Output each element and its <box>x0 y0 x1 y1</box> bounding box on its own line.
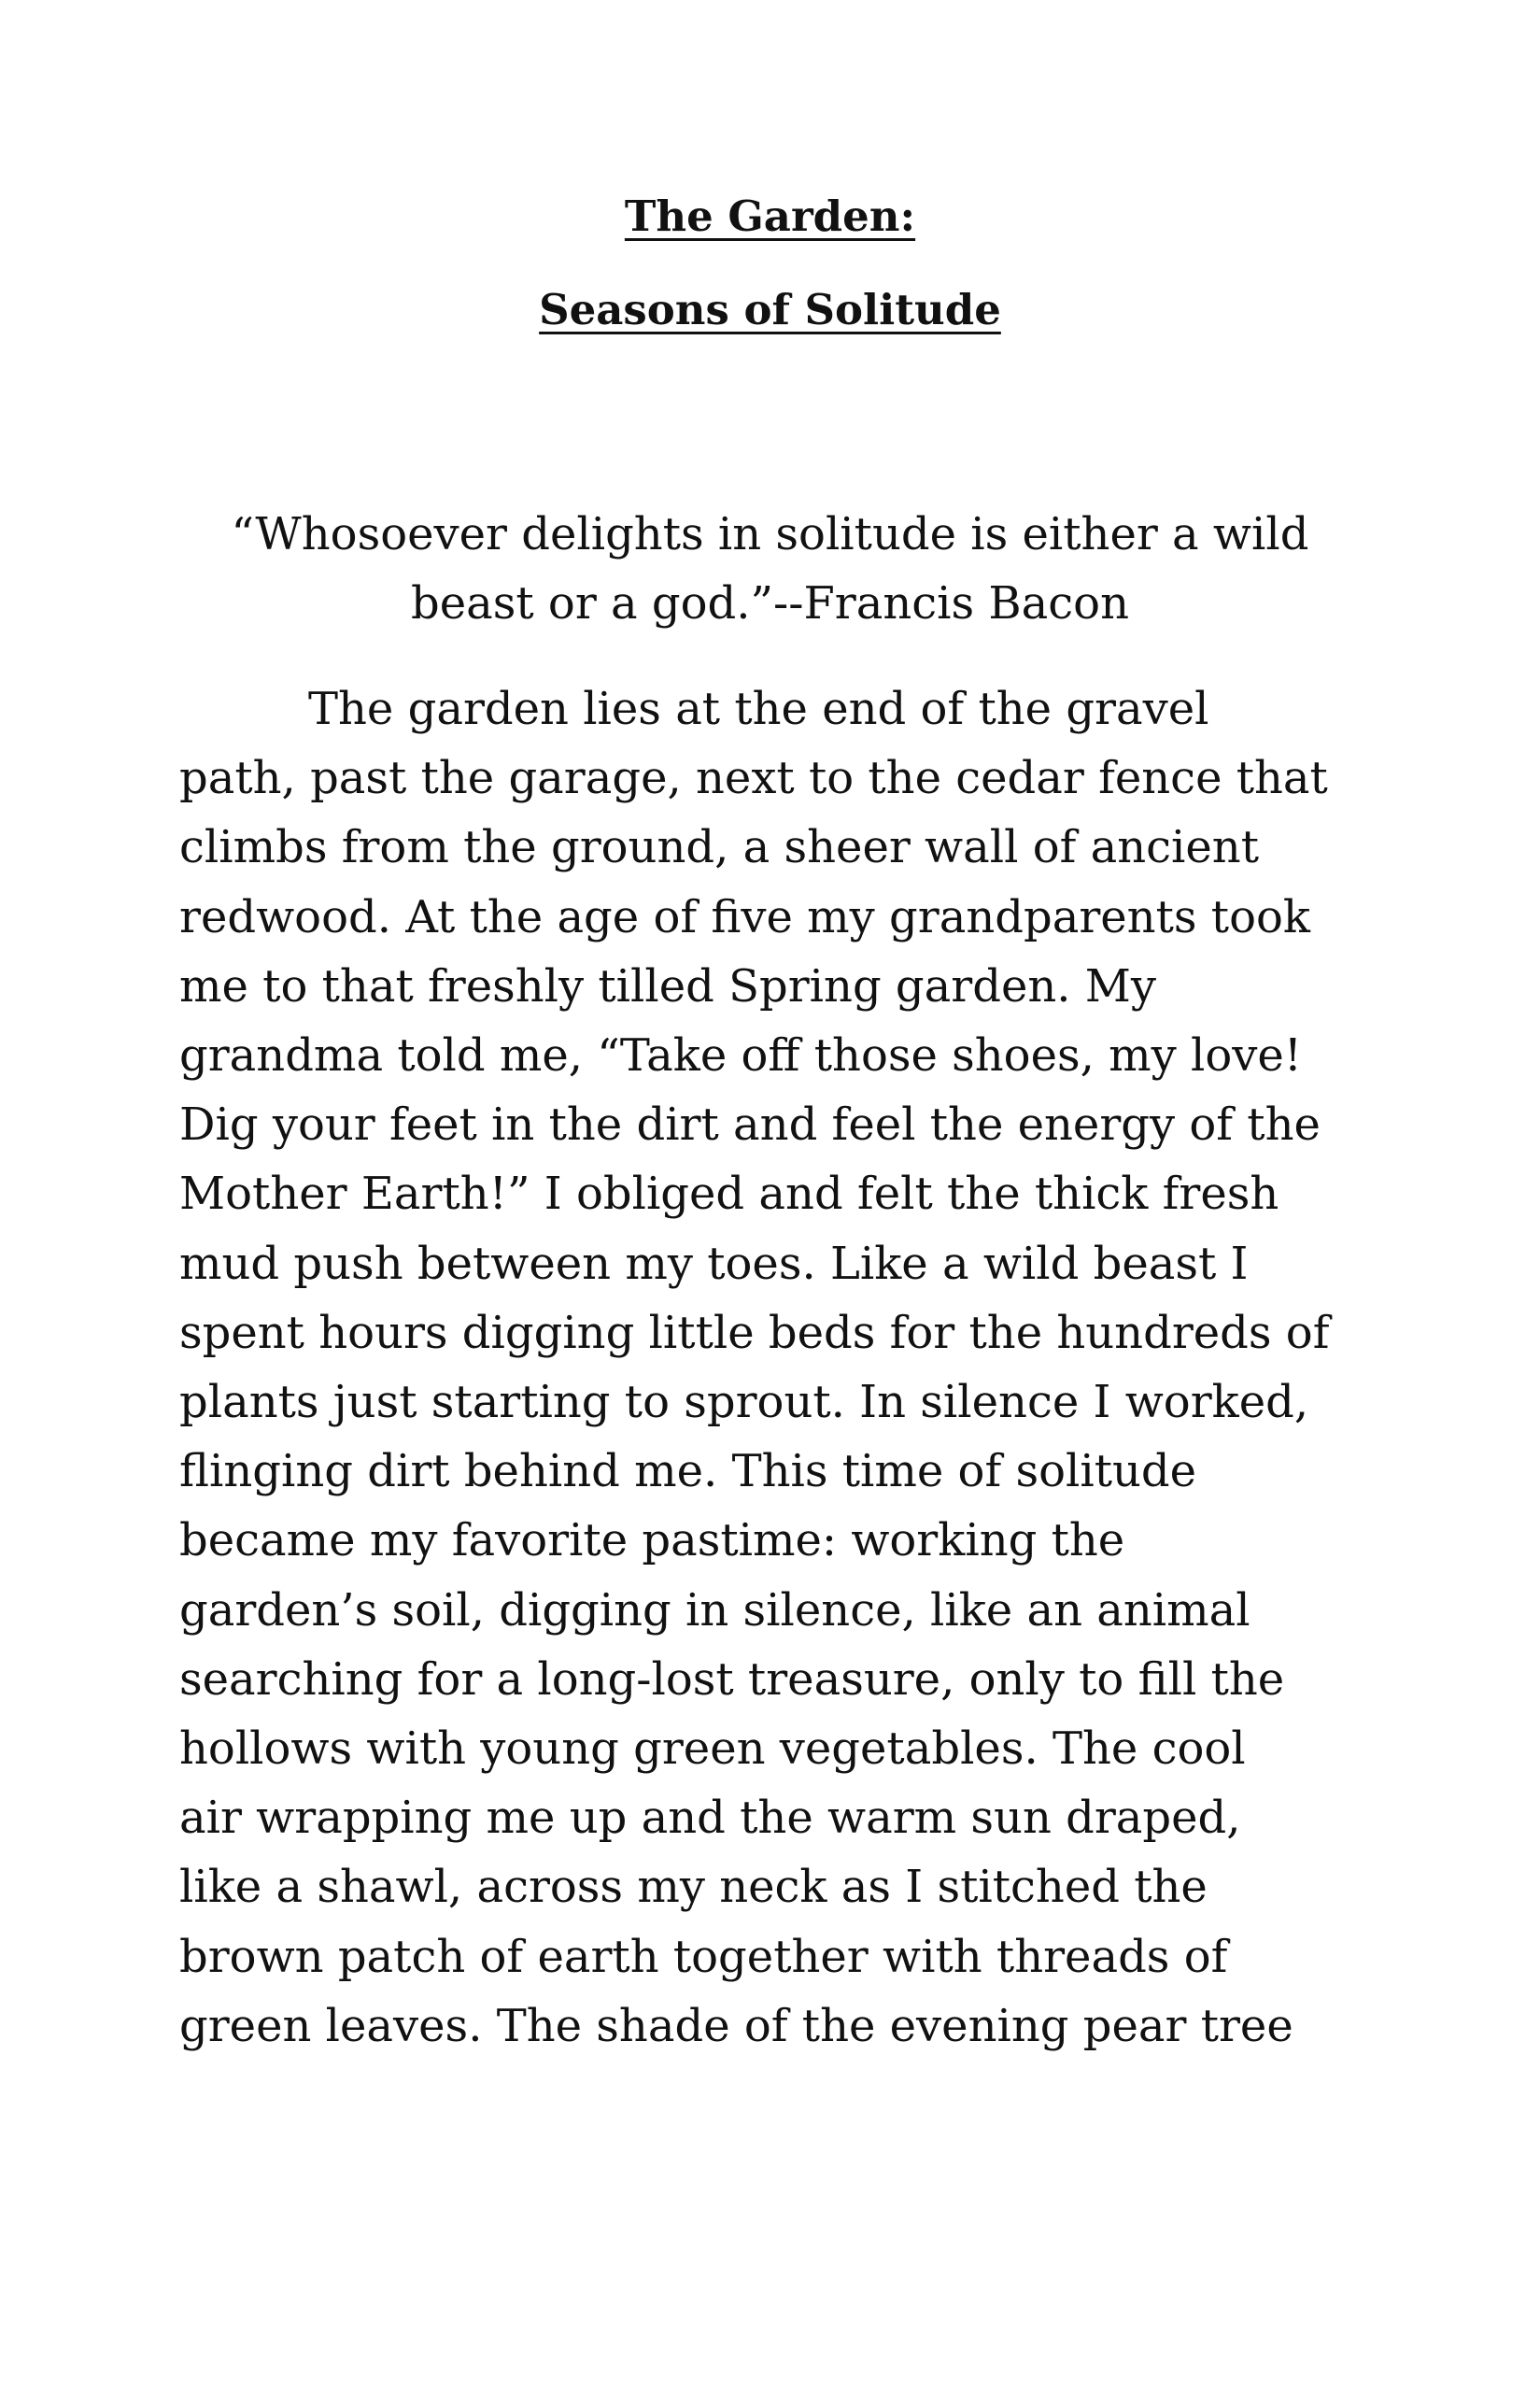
body-line: garden’s soil, digging in silence, like an animal <box>179 1583 1250 1637</box>
epigraph-line: beast or a god.”--Francis Bacon <box>411 577 1129 630</box>
body-line: path, past the garage, next to the cedar fence that <box>179 752 1328 805</box>
body-line: air wrapping me up and the warm sun draped, <box>179 1792 1241 1845</box>
body-line: green leaves. The shade of the evening pear tree <box>179 1999 1293 2052</box>
body-line: like a shawl, across my neck as I stitched the <box>179 1861 1208 1914</box>
body-line: spent hours digging little beds for the hundreds of <box>179 1306 1330 1359</box>
body-line: mud push between my toes. Like a wild beast I <box>179 1237 1249 1290</box>
body-line: The garden lies at the end of the gravel <box>308 683 1209 735</box>
epigraph-quote <box>140 500 1400 638</box>
body-line: climbs from the ground, a sheer wall of ancient <box>179 821 1260 874</box>
body-line: brown patch of earth together with threads of <box>179 1930 1228 1983</box>
body-line: me to that freshly tilled Spring garden. My <box>179 959 1157 1013</box>
body-line: hollows with young green vegetables. The cool <box>179 1722 1246 1776</box>
epigraph-line: “Whosoever delights in solitude is either a wild <box>231 508 1309 560</box>
title-line-2: Seasons of Solitude <box>539 285 1001 334</box>
body-paragraph <box>179 674 1393 2061</box>
body-line: redwood. At the age of five my grandparents took <box>179 890 1310 943</box>
body-line: searching for a long-lost treasure, only to fill the <box>179 1652 1285 1706</box>
body-line: became my favorite pastime: working the <box>179 1514 1125 1567</box>
body-line: grandma told me, “Take off those shoes, my love! <box>179 1029 1303 1083</box>
body-line: Mother Earth!” I obliged and felt the thick fresh <box>179 1168 1279 1221</box>
title-line-1: The Garden: <box>624 191 916 241</box>
body-line: Dig your feet in the dirt and feel the energy of the <box>179 1098 1321 1152</box>
body-line: flinging dirt behind me. This time of solitude <box>179 1445 1197 1498</box>
body-line: plants just starting to sprout. In silence I worked, <box>179 1376 1309 1429</box>
